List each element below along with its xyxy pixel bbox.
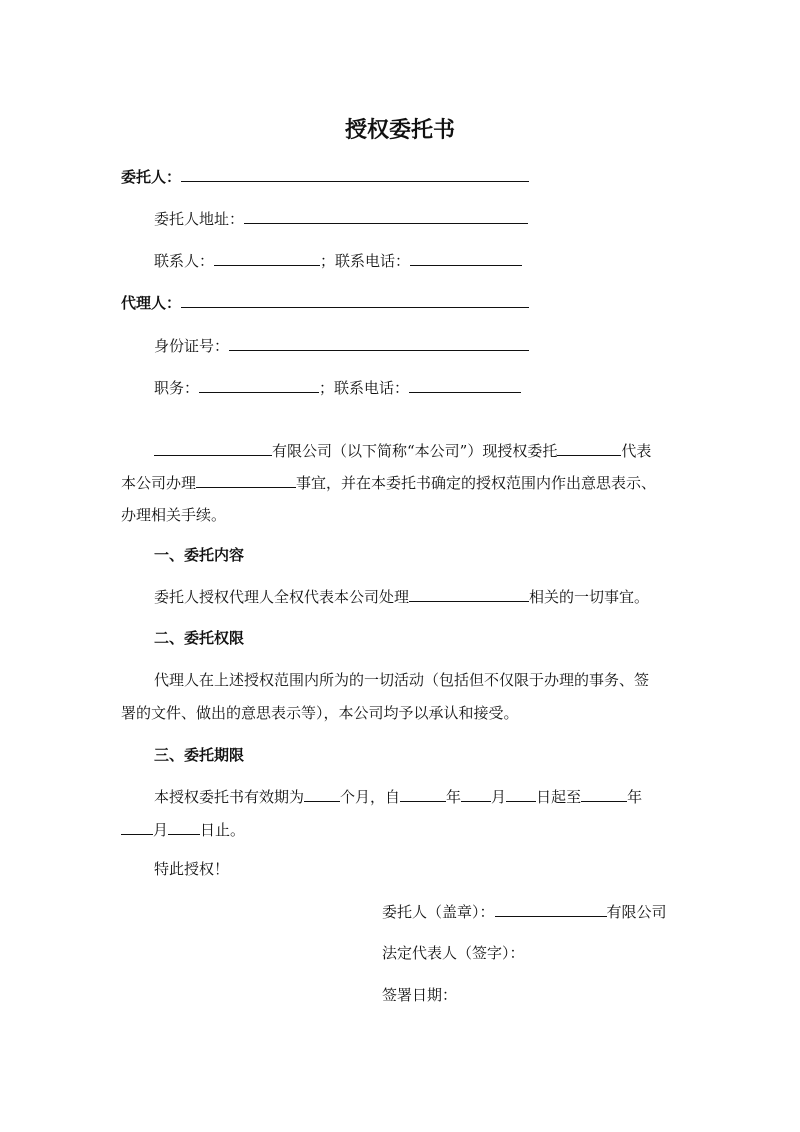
agent-id-label: 身份证号： [154,337,230,355]
seal-label: 委托人（盖章）： [382,903,495,921]
term-text-d: 月 [491,788,507,806]
term-months-blank[interactable] [304,786,340,802]
matter-blank[interactable] [196,472,296,488]
end-day-blank[interactable] [168,819,200,835]
principal-label: 委托人： [121,168,182,186]
agent-position-row [154,377,521,398]
end-year-blank[interactable] [581,786,627,802]
principal-contact-row [154,250,522,271]
principal-contact-blank[interactable] [214,250,320,266]
principal-row [121,166,529,187]
section1-matter-blank[interactable] [409,586,529,602]
section2-heading: 二、委托权限 [154,629,245,647]
seal-company-blank[interactable] [495,901,607,917]
start-month-blank[interactable] [461,786,491,802]
agent-position-label: 职务： [154,379,200,397]
section1-heading: 一、委托内容 [154,546,245,564]
principal-address-blank[interactable] [244,208,528,224]
end-month-blank[interactable] [121,819,153,835]
document-title: 授权委托书 [344,117,455,143]
agent-phone-label: ；联系电话： [319,379,410,397]
section1-text-b: 相关的一切事宜。 [529,588,650,606]
principal-phone-label: ；联系电话： [320,252,411,270]
agent-blank[interactable] [181,292,529,308]
intro-text-2b: 事宜，并在本委托书确定的授权范围内作出意思表示、 [296,474,657,492]
section3-line-2 [121,819,245,840]
company-name-blank[interactable] [154,440,272,456]
section2-line-1: 代理人在上述授权范围内所为的一切活动（包括但不仅限于办理的事务、签 [154,671,650,689]
start-year-blank[interactable] [400,786,446,802]
term-text-b: 个月，自 [340,788,401,806]
term-text-e: 日起至 [536,788,582,806]
principal-address-label: 委托人地址： [154,210,245,228]
term-text-c: 年 [446,788,462,806]
agent-id-row [154,335,529,356]
seal-row [382,901,667,922]
principal-address-row [154,208,528,229]
principal-phone-blank[interactable] [410,250,522,266]
section1-text [154,586,649,607]
section3-line-1 [154,786,642,807]
intro-text-2a: 本公司办理 [121,474,197,492]
term-text-g: 月 [153,821,169,839]
term-text-f: 年 [627,788,643,806]
term-text-h: 日止。 [200,821,246,839]
section2-line-2: 署的文件、做出的意思表示等），本公司均予以承认和接受。 [121,704,519,722]
intro-text-1a: 有限公司（以下简称“本公司”）现授权委托 [272,442,558,460]
principal-contact-label: 联系人： [154,252,215,270]
section1-text-a: 委托人授权代理人全权代表本公司处理 [154,588,410,606]
agent-name-blank[interactable] [557,440,621,456]
sign-date-row: 签署日期： [382,986,458,1004]
seal-suffix: 有限公司 [606,903,667,921]
agent-position-blank[interactable] [199,377,319,393]
principal-blank[interactable] [181,166,529,182]
term-text-a: 本授权委托书有效期为 [154,788,305,806]
agent-row [121,292,529,313]
section3-heading: 三、委托期限 [154,746,245,764]
agent-id-blank[interactable] [229,335,529,351]
intro-line-3: 办理相关手续。 [121,506,227,524]
legal-rep-row: 法定代表人（签字）： [382,944,525,962]
agent-label: 代理人： [121,294,182,312]
closing-text: 特此授权！ [154,860,230,878]
intro-line-2 [121,472,656,493]
start-day-blank[interactable] [506,786,536,802]
intro-text-1b: 代表 [621,442,652,460]
intro-line-1 [154,440,651,461]
agent-phone-blank[interactable] [409,377,521,393]
